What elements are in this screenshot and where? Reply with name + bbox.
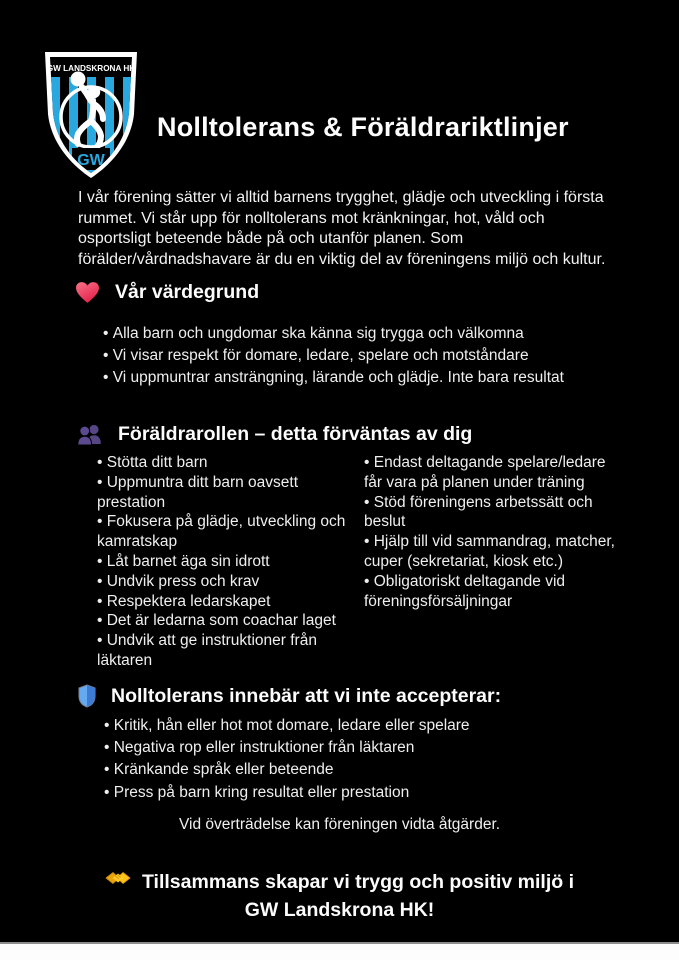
list-item: • Undvik press och krav [97,572,367,592]
club-name: GW LANDSKRONA HK [46,64,136,73]
intro-line: förälder/vårdnadshavare är du en viktig del av föreningens miljö och kultur. [78,250,606,268]
heart-icon [75,281,100,304]
list-item: • Obligatoriskt deltagande vid föreningsförsäljningar [364,572,616,612]
list-item: • Vi visar respekt för domare, ledare, spelare och motståndare [103,346,608,366]
footer-message [0,868,679,924]
list-item: • Hjälp till vid sammandrag, matcher, cuper (sekretariat, kiosk etc.) [364,532,616,572]
parent-role-list-left [97,453,367,671]
consequence-notice: Vid överträdelse kan föreningen vidta åtgärder. [178,816,501,833]
list-item: • Stötta ditt barn [97,453,367,473]
club-monogram: GW [77,152,105,169]
club-logo [42,45,140,181]
section-values-list [103,324,608,391]
zero-tolerance-list [104,716,609,805]
list-item: • Alla barn och ungdomar ska känna sig trygga och välkomna [103,324,608,344]
list-item: • Det är ledarna som coachar laget [97,611,367,631]
page-title: Nolltolerans & Föräldrariktlinjer [157,112,569,142]
section-parent-role-title: Föräldrarollen – detta förväntas av dig [118,423,473,445]
shield-icon [78,684,96,708]
section-zero-tolerance-title: Nolltolerans innebär att vi inte accepterar: [111,684,502,707]
intro-line: osportsligt beteende både på och utanför planen. Som [78,230,464,247]
list-item: • Stöd föreningens arbetssätt och beslut [364,493,616,533]
intro-paragraph [78,188,630,270]
list-item: • Undvik att ge instruktioner från läktaren [97,631,367,671]
footer-line1: Tillsammans skapar vi trygg och positiv miljö i [141,871,575,893]
list-item: • Vi uppmuntrar ansträngning, lärande och glädje. Inte bara resultat [103,368,608,388]
section-values-title: Vår värdegrund [115,281,260,303]
list-item: • Press på barn kring resultat eller prestation [104,783,609,803]
list-item: • Respektera ledarskapet [97,592,367,612]
list-item: • Kritik, hån eller hot mot domare, ledare eller spelare [104,716,609,736]
intro-line: I vår förening sätter vi alltid barnens trygghet, glädje och utveckling i första [78,189,604,206]
list-item: • Fokusera på glädje, utveckling och kamratskap [97,512,367,552]
bottom-margin [0,942,679,960]
people-icon [76,423,103,446]
list-item: • Låt barnet äga sin idrott [97,552,367,572]
club-crest-icon [42,45,140,181]
parent-role-list-right [364,453,616,611]
section-parent-role-header [76,423,472,446]
list-item: • Negativa rop eller instruktioner från läktaren [104,738,609,758]
footer-line2: GW Landskrona HK! [244,899,435,921]
section-values-header [75,281,259,304]
intro-line: rummet. Vi står upp för nolltolerans mot kränkningar, hot, våld och [78,209,545,227]
list-item: • Uppmuntra ditt barn oavsett prestation [97,473,367,513]
section-zero-tolerance-header [78,684,501,708]
list-item: • Kränkande språk eller beteende [104,760,609,780]
list-item: • Endast deltagande spelare/ledare får vara på planen under träning [364,453,616,493]
handshake-icon [105,868,131,896]
